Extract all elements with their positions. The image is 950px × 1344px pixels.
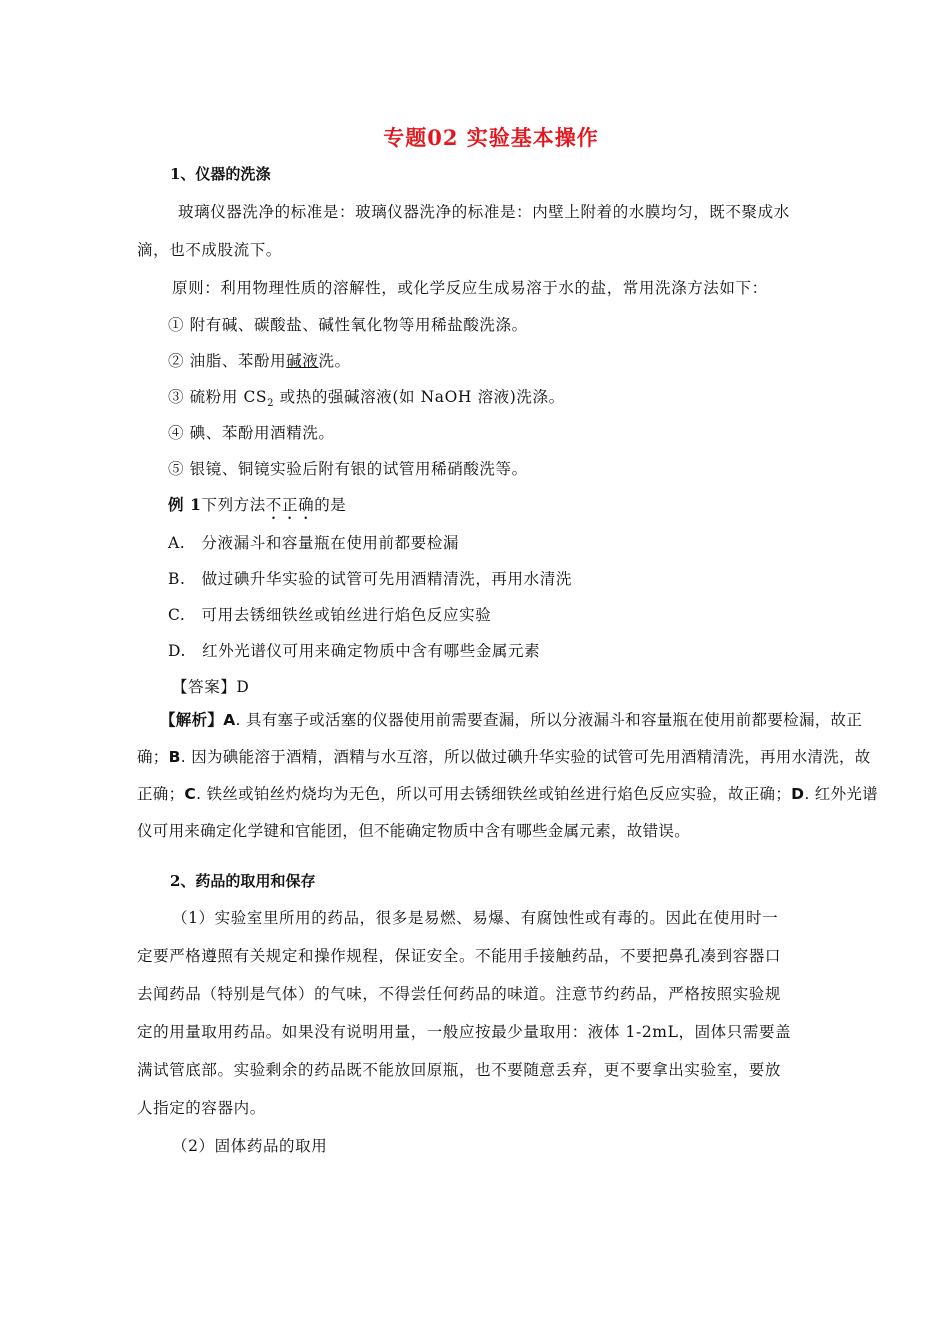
list-item: ② 油脂、苯酚用碱液洗。 — [168, 352, 351, 370]
analysis-line: 【解析】A. 具有塞子或活塞的仪器使用前需要查漏，所以分液漏斗和容量瓶在使用前都要检漏，故正 — [160, 711, 863, 729]
answer: 【答案】D — [172, 678, 250, 696]
analysis-line: 正确；C. 铁丝或铂丝灼烧均为无色，所以可用去锈细铁丝或铂丝进行焰色反应实验，故正确；D. 红外光谱 — [137, 785, 878, 803]
list-item: ① 附有碱、碳酸盐、碱性氧化物等用稀盐酸洗涤。 — [168, 316, 528, 334]
paragraph-line: 定的用量取用药品。如果没有说明用量，一般应按最少量取用：液体 1-2mL，固体只需要盖 — [137, 1023, 792, 1041]
section-heading-washing: 1、仪器的洗涤 — [170, 165, 271, 183]
paragraph-line: 定要严格遵照有关规定和操作规程，保证安全。不能用手接触药品，不要把鼻孔凑到容器口 — [137, 947, 782, 965]
option-d: D. 红外光谱仪可用来确定物质中含有哪些金属元素 — [168, 642, 541, 660]
option-a: A. 分液漏斗和容量瓶在使用前都要检漏 — [168, 534, 460, 552]
list-item: ⑤ 银镜、铜镜实验后附有银的试管用稀硝酸洗等。 — [168, 460, 528, 478]
option-c: C. 可用去锈细铁丝或铂丝进行焰色反应实验 — [168, 606, 492, 624]
paragraph-line: 玻璃仪器洗净的标准是：玻璃仪器洗净的标准是：内壁上附着的水膜均匀，既不聚成水 — [178, 203, 790, 221]
paragraph-line: （2）固体药品的取用 — [172, 1137, 328, 1155]
analysis-line: 确；B. 因为碘能溶于酒精，酒精与水互溶，所以做过碘升华实验的试管可先用酒精清洗，再用水清洗，故 — [137, 748, 871, 766]
paragraph-line: 去闻药品（特别是气体）的气味，不得尝任何药品的味道。注意节约药品，严格按照实验规 — [137, 985, 782, 1003]
example-stem: 例 1下列方法不正确的是 — [168, 495, 347, 514]
paragraph-line: 人指定的容器内。 — [137, 1099, 266, 1117]
paragraph-line: 滴，也不成股流下。 — [137, 241, 282, 259]
section-heading-reagents: 2、药品的取用和保存 — [170, 872, 316, 890]
option-b: B. 做过碘升华实验的试管可先用酒精清洗，再用水清洗 — [168, 570, 572, 588]
list-item: ③ 硫粉用 $CS_2$ 或热的强碱溶液(如 NaOH 溶液)洗涤。 — [168, 388, 565, 410]
paragraph-line: 满试管底部。实验剩余的药品既不能放回原瓶，也不要随意丢弃，更不要拿出实验室，要放 — [137, 1061, 782, 1079]
list-item: ④ 碘、苯酚用酒精洗。 — [168, 424, 335, 442]
analysis-line: 仪可用来确定化学键和官能团，但不能确定物质中含有哪些金属元素，故错误。 — [137, 822, 691, 840]
paragraph-line: 原则：利用物理性质的溶解性，或化学反应生成易溶于水的盐，常用洗涤方法如下： — [172, 279, 768, 297]
paragraph-line: （1）实验室里所用的药品，很多是易燃、易爆、有腐蚀性或有毒的。因此在使用时一 — [172, 909, 779, 927]
page-title: 专题02 实验基本操作 — [383, 125, 599, 150]
